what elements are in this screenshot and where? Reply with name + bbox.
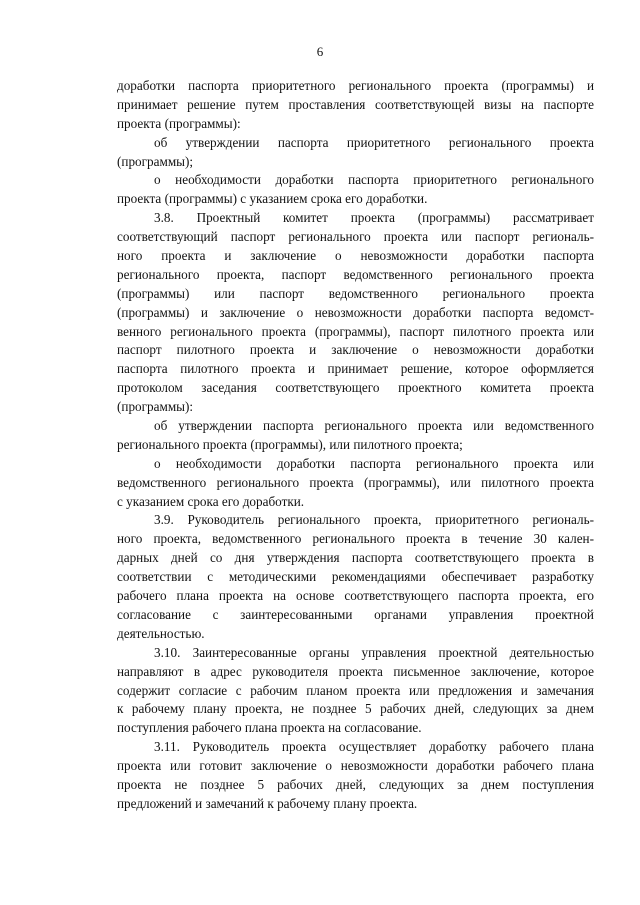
text-line: рабочего плана проекта на основе соответствующего паспорта проекта, его	[117, 588, 594, 604]
text-line: 3.8. Проектный комитет проекта (программы) рассматривает	[154, 210, 594, 226]
text-line: 3.10. Заинтересованные органы управления проектной деятельностью	[154, 644, 594, 660]
text-line: принимает решение путем проставления соответствующей визы на паспорте	[117, 96, 594, 112]
text-line: о необходимости доработки паспорта приоритетного регионального	[154, 172, 594, 188]
text-line: дарных дней со дня утверждения паспорта соответствующего проекта в	[117, 550, 594, 566]
text-line: доработки паспорта приоритетного регионального проекта (программы) и	[117, 78, 594, 93]
text-line: (программы):	[117, 399, 194, 415]
text-line: венного регионального проекта (программы), паспорт пилотного проекта или	[117, 323, 594, 339]
text-line: о необходимости доработки паспорта регионального проекта или	[154, 455, 594, 471]
text-line: деятельностью.	[117, 625, 205, 641]
text-line: (программы) и заключение о невозможности доработки паспорта ведомст-	[117, 304, 594, 320]
document-body	[117, 77, 594, 814]
text-line: об утверждении паспорта приоритетного регионального проекта	[154, 134, 594, 150]
text-line: проекта (программы) с указанием срока его доработки.	[117, 191, 428, 207]
text-line: проекта не позднее 5 рабочих дней, следующих за днем поступления	[117, 776, 594, 792]
text-line: 3.9. Руководитель регионального проекта, приоритетного региональ-	[154, 512, 594, 528]
text-line: ного проекта, ведомственного регионального проекта в течение 30 кален-	[117, 531, 594, 547]
text-line: поступления рабочего плана проекта на согласование.	[117, 720, 422, 736]
text-line: с указанием срока его доработки.	[117, 493, 305, 509]
page-number: 6	[316, 44, 324, 59]
text-line: к рабочему плану проекта, не позднее 5 рабочих дней, следующих за днем	[117, 701, 594, 717]
text-line: регионального проекта (программы), или пилотного проекта;	[117, 436, 463, 452]
text-line: (программы) или паспорт ведомственного регионального проекта	[117, 285, 594, 301]
text-line: 3.11. Руководитель проекта осуществляет доработку рабочего плана	[154, 739, 594, 755]
text-line: регионального проекта, паспорт ведомственного регионального проекта	[117, 266, 594, 282]
text-line: соответствующий паспорт регионального проекта или паспорт региональ-	[117, 229, 594, 245]
text-line: предложений и замечаний к рабочему плану проекта.	[117, 795, 418, 811]
text-line: об утверждении паспорта регионального проекта или ведомственного	[154, 418, 594, 434]
text-line: соответствии с методическими рекомендациями обеспечивает разработку	[117, 569, 594, 585]
text-line: ведомственного регионального проекта (программы), или пилотного проекта	[117, 474, 594, 490]
text-line: ного проекта и заключение о невозможности доработки паспорта	[117, 248, 594, 264]
text-line: согласование с заинтересованными органами управления проектной	[117, 606, 594, 622]
text-line: паспорта пилотного проекта и принимает решение, которое оформляется	[117, 361, 594, 377]
text-line: паспорт пилотного проекта и заключение о невозможности доработки	[117, 342, 594, 358]
text-line: проекта (программы):	[117, 115, 241, 131]
text-line: (программы);	[117, 153, 194, 169]
text-line: направляют в адрес руководителя проекта письменное заключение, которое	[117, 663, 594, 679]
text-line: протоколом заседания соответствующего проектного комитета проекта	[117, 380, 594, 396]
text-line: содержит согласие с рабочим планом проекта или предложения и замечания	[117, 682, 594, 698]
text-line: проекта или готовит заключение о невозможности доработки рабочего плана	[117, 758, 594, 774]
